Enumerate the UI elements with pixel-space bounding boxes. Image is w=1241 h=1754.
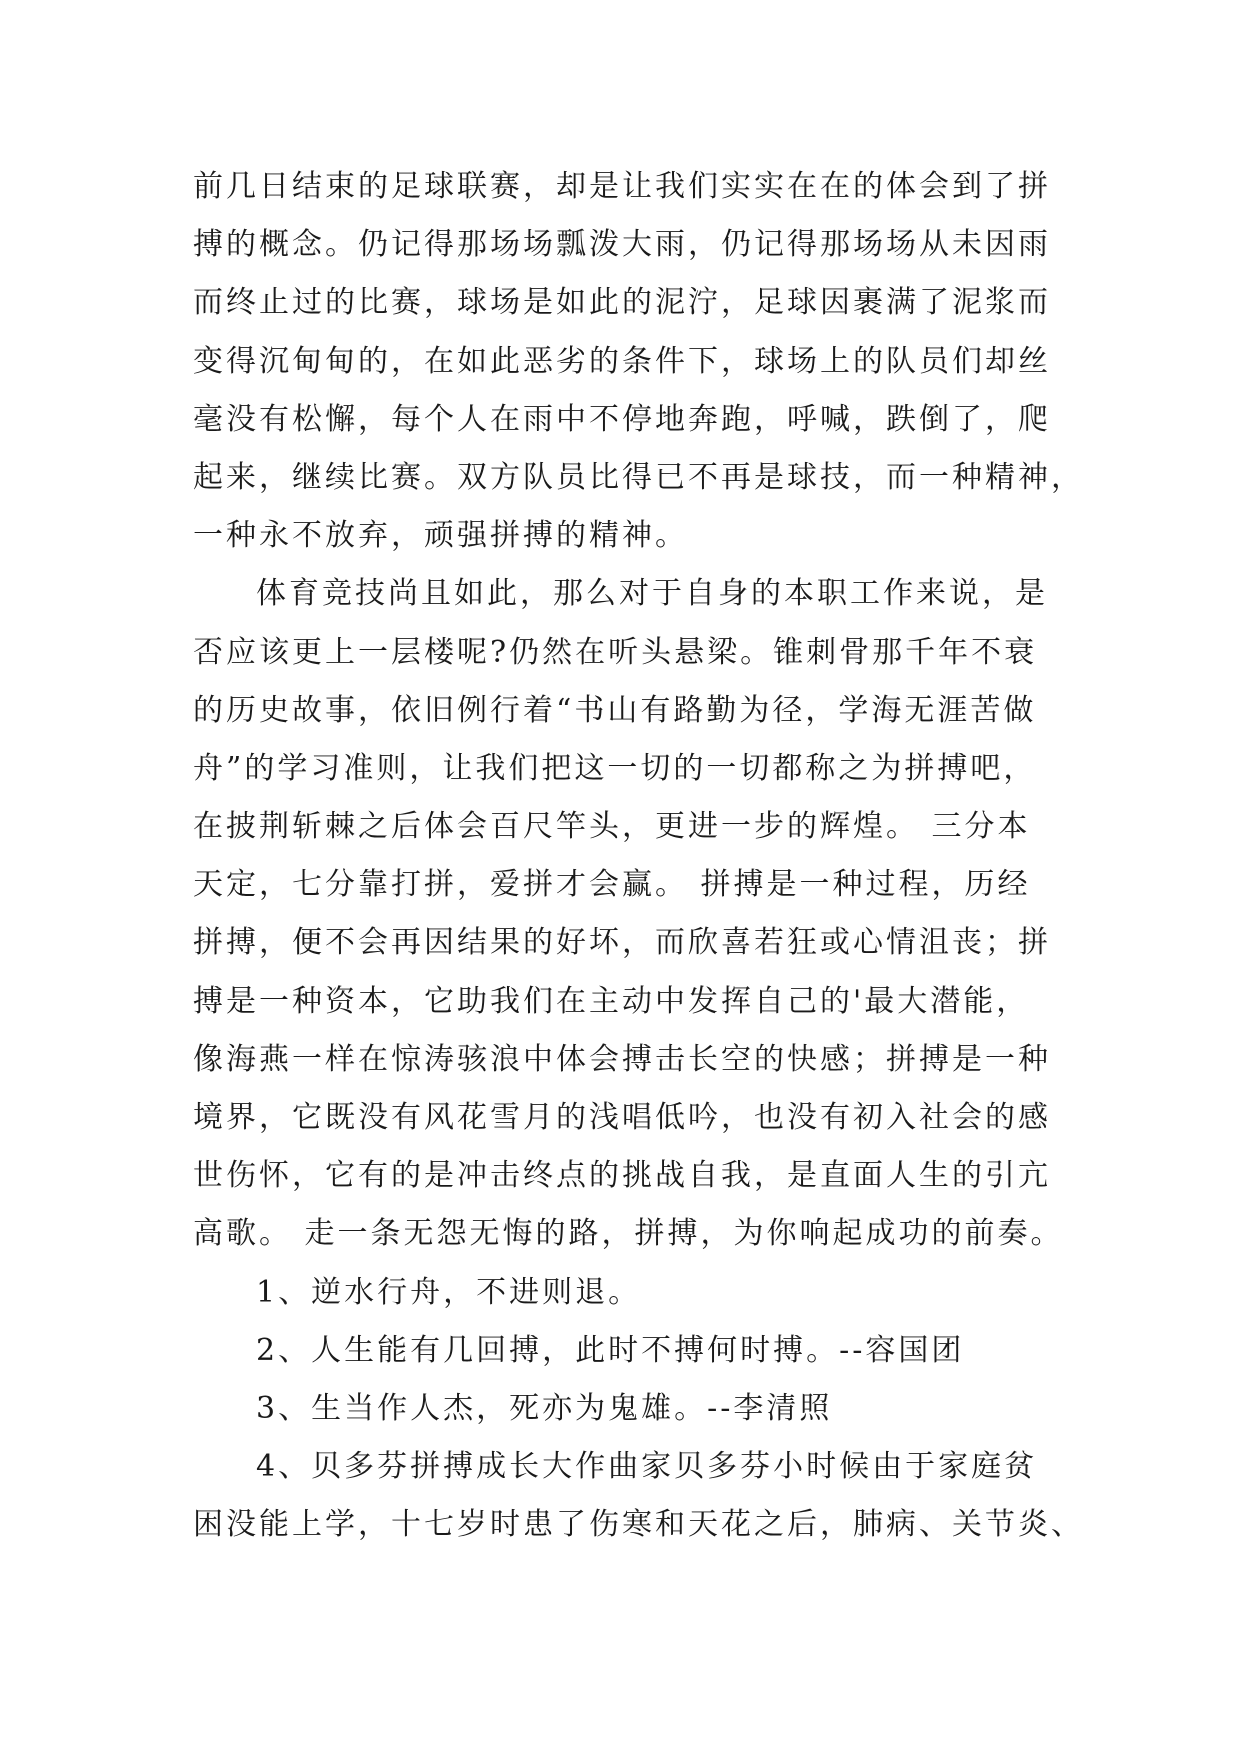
text-line: 否应该更上一层楼呢?仍然在听头悬梁。锥刺骨那千年不衰 [193, 634, 1038, 670]
text-line: 一种永不放弃，顽强拼搏的精神。 [193, 518, 688, 554]
paragraph-start-line: 体育竞技尚且如此，那么对于自身的本职工作来说，是 [256, 576, 1048, 612]
text-line: 的历史故事，依旧例行着“书山有路勤为径，学海无涯苦做 [193, 692, 1037, 728]
list-item: 1、逆水行舟，不进则退。 [256, 1274, 642, 1310]
text-line: 舟”的学习准则，让我们把这一切的一切都称之为拼搏吧， [193, 750, 1037, 786]
body-text [193, 158, 1084, 1555]
text-line: 天定，七分靠打拼，爱拼才会赢。 拼搏是一种过程，历经 [193, 867, 1031, 903]
text-line: 前几日结束的足球联赛，却是让我们实实在在的体会到了拼 [193, 169, 1051, 204]
text-line: 而终止过的比赛，球场是如此的泥泞，足球因裹满了泥浆而 [193, 285, 1051, 321]
text-line: 境界，它既没有风花雪月的浅唱低吟，也没有初入社会的感 [193, 1100, 1051, 1135]
text-line: 在披荆斩棘之后体会百尺竿头，更进一步的辉煌。 三分本 [193, 809, 1031, 845]
list-item: 2、人生能有几回搏，此时不搏何时搏。--容国团 [256, 1332, 965, 1368]
text-line: 变得沉甸甸的，在如此恶劣的条件下，球场上的队员们却丝 [193, 343, 1051, 379]
text-line: 高歌。 走一条无怨无悔的路，拼搏，为你响起成功的前奏。 [193, 1216, 1064, 1252]
text-line: 搏的概念。仍记得那场场瓢泼大雨，仍记得那场场从未因雨 [193, 227, 1051, 263]
text-line: 世伤怀，它有的是冲击终点的挑战自我，是直面人生的引亢 [193, 1158, 1051, 1194]
text-line: 拼搏，便不会再因结果的好坏，而欣喜若狂或心情沮丧；拼 [193, 925, 1051, 961]
list-item: 3、生当作人杰，死亦为鬼雄。--李清照 [256, 1390, 833, 1426]
list-item: 4、贝多芬拼搏成长大作曲家贝多芬小时候由于家庭贫 [256, 1449, 1038, 1485]
text-line: 困没能上学，十七岁时患了伤寒和天花之后，肺病、关节炎、 [193, 1507, 1084, 1543]
text-line: 毫没有松懈，每个人在雨中不停地奔跑，呼喊，跌倒了，爬 [193, 401, 1051, 437]
text-line: 搏是一种资本，它助我们在主动中发挥自己的'最大潜能， [193, 983, 1030, 1019]
text-line: 像海燕一样在惊涛骇浪中体会搏击长空的快感；拼搏是一种 [193, 1041, 1051, 1077]
text-line: 起来，继续比赛。双方队员比得已不再是球技，而一种精神， [193, 459, 1084, 495]
